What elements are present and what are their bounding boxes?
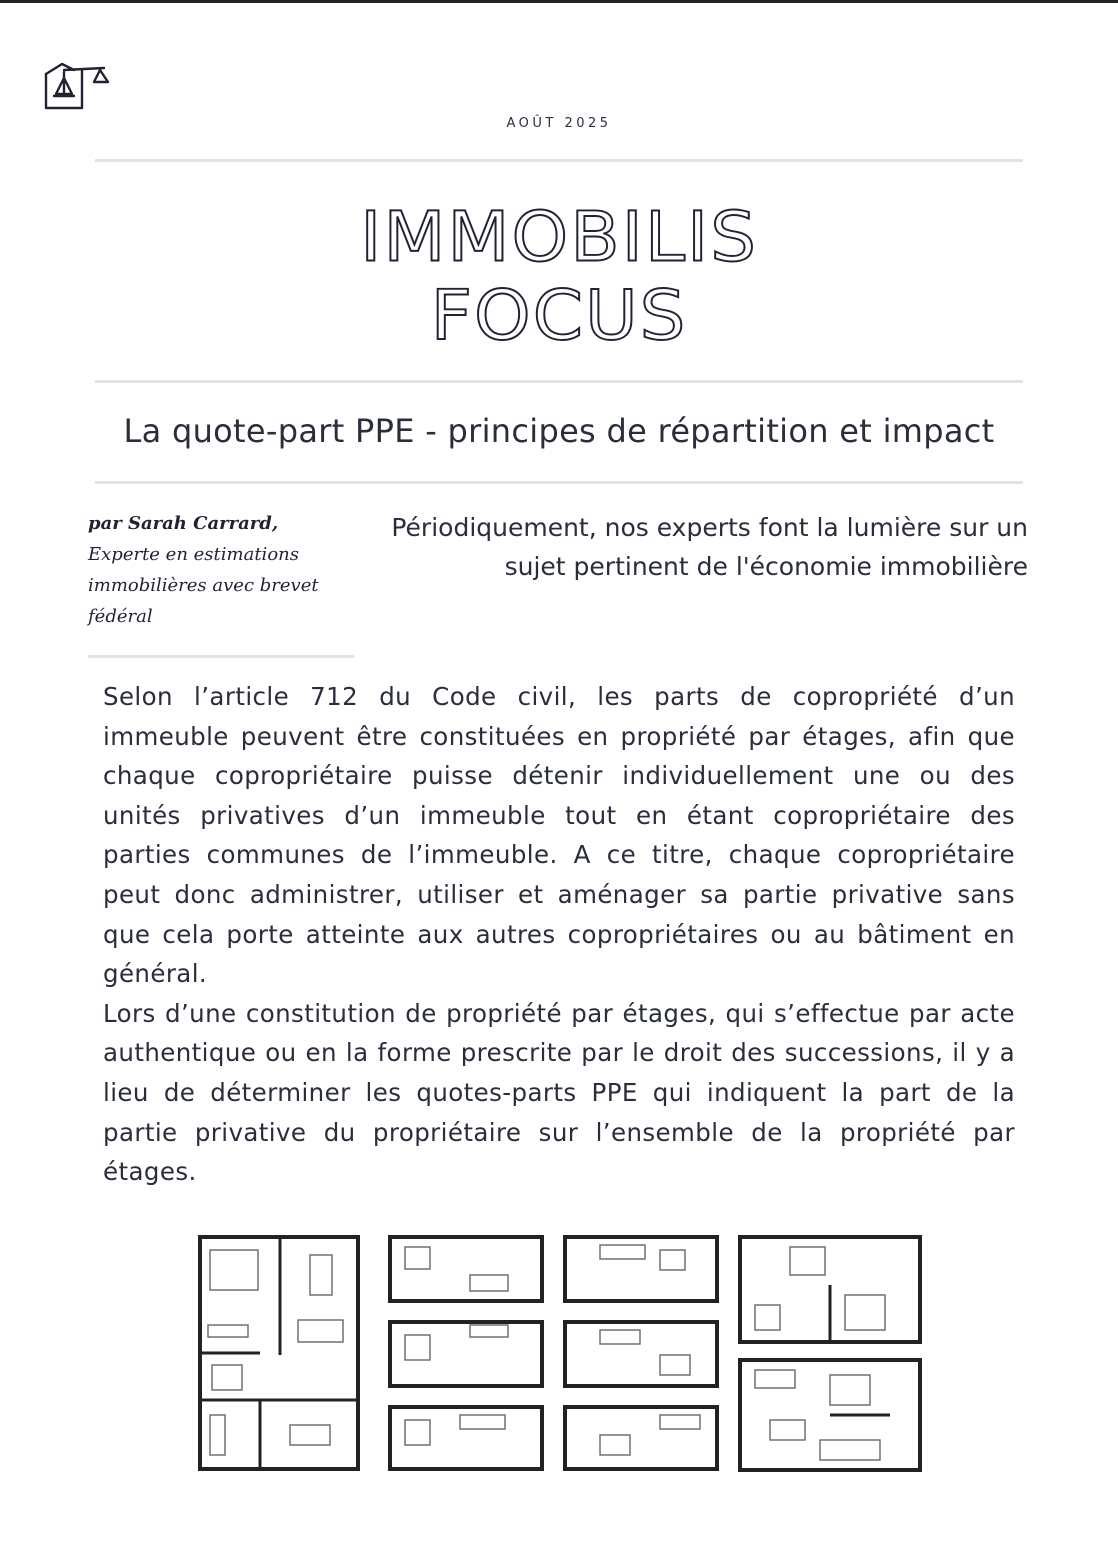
divider <box>95 159 1023 162</box>
author-name: par Sarah Carrard, <box>88 513 279 534</box>
divider <box>95 481 1023 484</box>
issue-date: AOÛT 2025 <box>506 116 612 131</box>
top-border <box>0 0 1118 3</box>
floor-plans-illustration <box>190 1225 930 1480</box>
title-line-1: IMMOBILIS <box>360 197 758 277</box>
author-divider <box>88 655 354 658</box>
article-subtitle: La quote-part PPE - principes de répartition et impact <box>123 412 995 450</box>
publication-title <box>0 198 1118 354</box>
house-scales-icon <box>42 60 112 112</box>
body-paragraph: Lors d’une constitution de propriété par étages, qui s’effectue par acte authentique ou en la forme prescrite par le droit des successions, il y a lieu de déterminer les quotes-parts PPE qui indiquent la part de la partie privative du propriétaire sur l’ensemble de la propriété par étages. <box>103 998 1015 1187</box>
body-paragraph: Selon l’article 712 du Code civil, les parts de copropriété d’un immeuble peuvent être constituées en propriété par étages, afin que chaque copropriétaire puisse détenir individuellement une ou des unités privatives d’un immeuble tout en étant copropriétaire des parties communes de l’immeuble. A ce titre, chaque copropriétaire peut donc administrer, utiliser et aménager sa partie privative sans que cela porte atteinte aux autres copropriétaires ou au bâtiment en général. <box>103 682 1015 989</box>
title-line-2: FOCUS <box>430 275 688 355</box>
author-block <box>88 508 348 632</box>
divider <box>95 380 1023 383</box>
intro-text: Périodiquement, nos experts font la lumière sur un sujet pertinent de l'économie immobilière <box>391 513 1028 581</box>
author-role: Experte en estimations immobilières avec brevet fédéral <box>88 544 319 627</box>
article-body <box>103 677 1015 1192</box>
